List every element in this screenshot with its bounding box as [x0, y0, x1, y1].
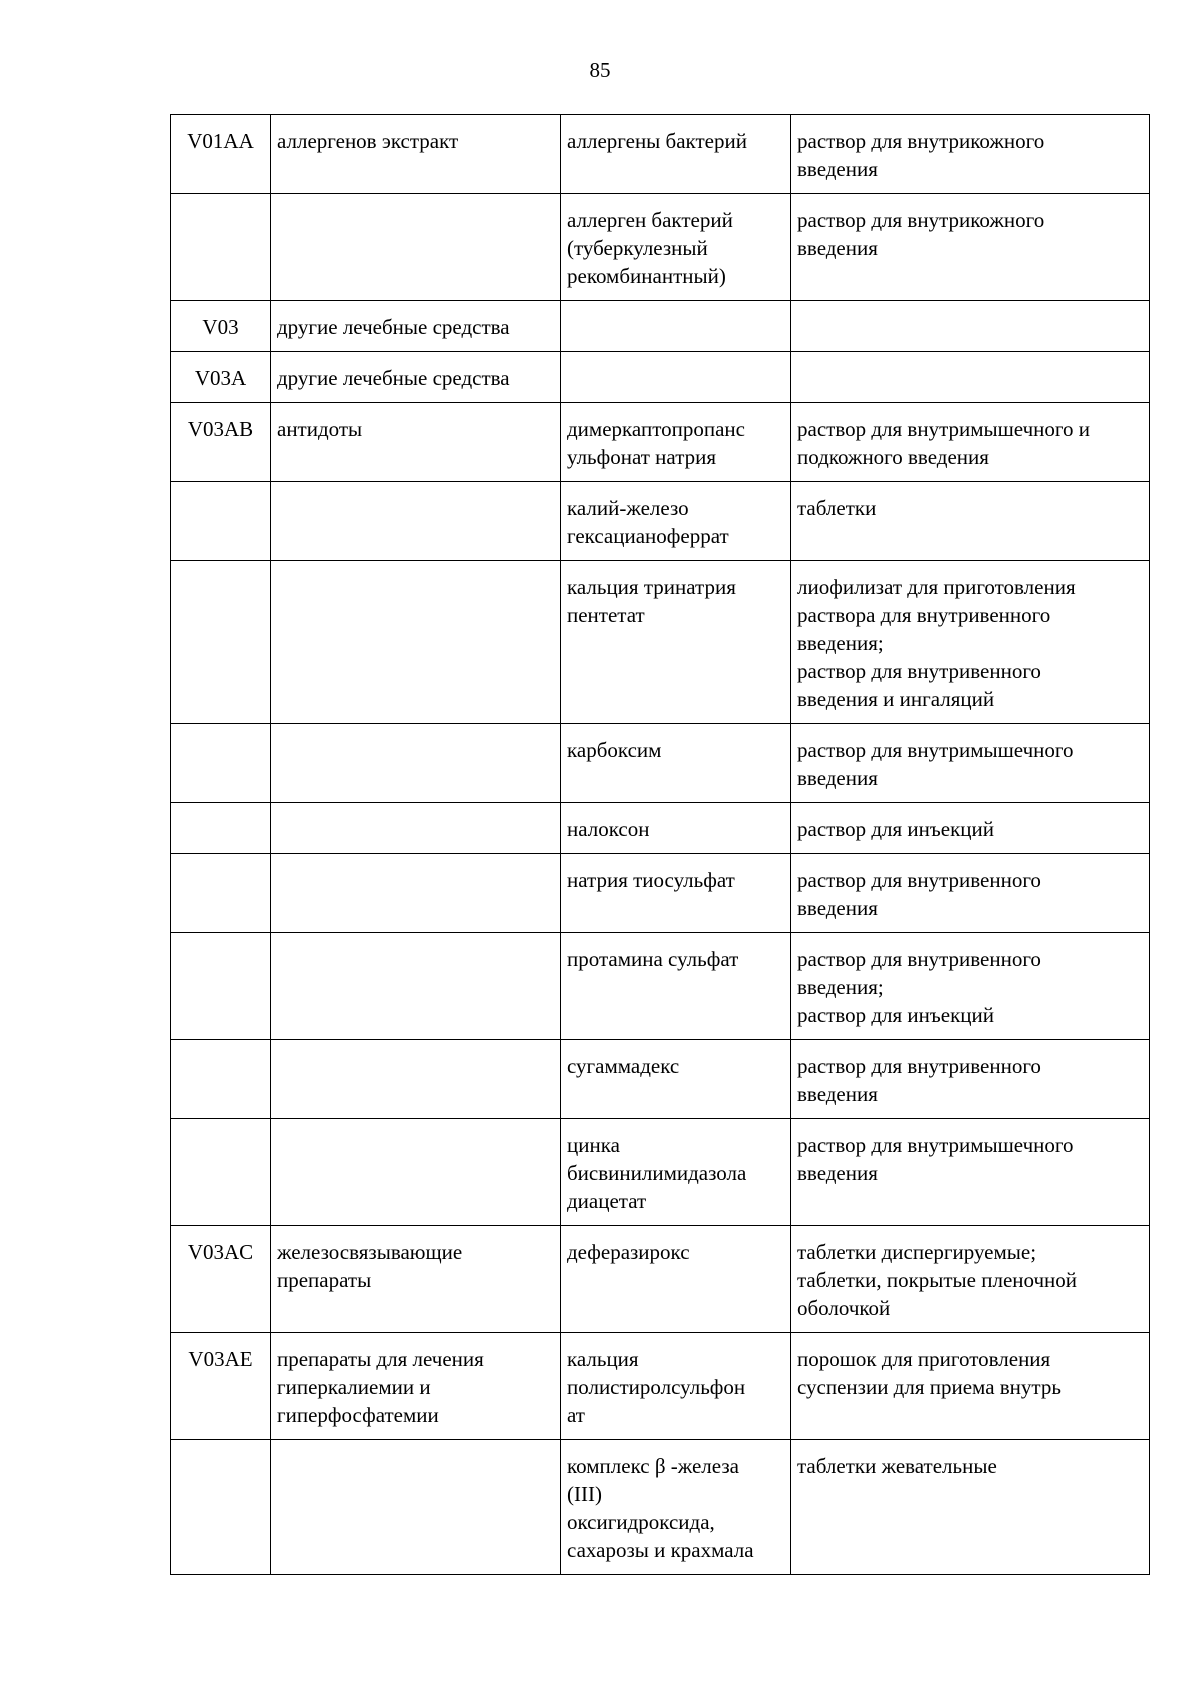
table-row	[171, 1333, 1150, 1440]
dosage-form-cell: раствор для внутривенного введения; раствор для инъекций	[791, 933, 1150, 1040]
drug-name-cell	[561, 301, 791, 352]
drug-name-cell: аллергены бактерий	[561, 115, 791, 194]
group-cell	[271, 561, 561, 724]
table-row	[171, 1226, 1150, 1333]
atc-code-cell: V03	[171, 301, 271, 352]
group-cell	[271, 854, 561, 933]
atc-code-cell	[171, 803, 271, 854]
dosage-form-cell: порошок для приготовления суспензии для приема внутрь	[791, 1333, 1150, 1440]
drug-name-cell: налоксон	[561, 803, 791, 854]
group-cell	[271, 1440, 561, 1575]
table-row	[171, 194, 1150, 301]
drug-name-cell	[561, 352, 791, 403]
dosage-form-cell: раствор для внутримышечного и подкожного введения	[791, 403, 1150, 482]
atc-code-cell	[171, 194, 271, 301]
dosage-form-cell: раствор для внутримышечного введения	[791, 1119, 1150, 1226]
atc-code-cell: V03A	[171, 352, 271, 403]
group-cell	[271, 933, 561, 1040]
drug-name-cell: деферазирокс	[561, 1226, 791, 1333]
group-cell: препараты для лечения гиперкалиемии и гиперфосфатемии	[271, 1333, 561, 1440]
drug-table	[170, 114, 1150, 1575]
atc-code-cell	[171, 1040, 271, 1119]
drug-name-cell: аллерген бактерий (туберкулезный рекомбинантный)	[561, 194, 791, 301]
drug-name-cell: комплекс β -железа (III) оксигидроксида, сахарозы и крахмала	[561, 1440, 791, 1575]
table-row	[171, 1040, 1150, 1119]
dosage-form-cell	[791, 301, 1150, 352]
group-cell: аллергенов экстракт	[271, 115, 561, 194]
dosage-form-cell: раствор для внутривенного введения	[791, 1040, 1150, 1119]
table-row	[171, 854, 1150, 933]
drug-name-cell: натрия тиосульфат	[561, 854, 791, 933]
atc-code-cell	[171, 933, 271, 1040]
atc-code-cell	[171, 482, 271, 561]
table-row	[171, 561, 1150, 724]
dosage-form-cell	[791, 352, 1150, 403]
group-cell	[271, 194, 561, 301]
dosage-form-cell: лиофилизат для приготовления раствора для внутривенного введения; раствор для внутривенного введения и ингаляций	[791, 561, 1150, 724]
table-row	[171, 301, 1150, 352]
group-cell: антидоты	[271, 403, 561, 482]
dosage-form-cell: раствор для инъекций	[791, 803, 1150, 854]
atc-code-cell: V03AE	[171, 1333, 271, 1440]
drug-name-cell: протамина сульфат	[561, 933, 791, 1040]
atc-code-cell	[171, 854, 271, 933]
atc-code-cell	[171, 561, 271, 724]
table-row	[171, 403, 1150, 482]
table-row	[171, 933, 1150, 1040]
page-number: 85	[589, 58, 611, 82]
atc-code-cell: V03AB	[171, 403, 271, 482]
dosage-form-cell: раствор для внутрикожного введения	[791, 194, 1150, 301]
group-cell	[271, 482, 561, 561]
table-row	[171, 803, 1150, 854]
drug-table-body	[171, 115, 1150, 1575]
atc-code-cell	[171, 724, 271, 803]
atc-code-cell: V03AC	[171, 1226, 271, 1333]
group-cell	[271, 724, 561, 803]
group-cell: другие лечебные средства	[271, 352, 561, 403]
drug-name-cell: кальция полистиролсульфон ат	[561, 1333, 791, 1440]
table-row	[171, 352, 1150, 403]
table-row	[171, 482, 1150, 561]
group-cell	[271, 1040, 561, 1119]
drug-name-cell: цинка бисвинилимидазола диацетат	[561, 1119, 791, 1226]
group-cell: железосвязывающие препараты	[271, 1226, 561, 1333]
drug-name-cell: сугаммадекс	[561, 1040, 791, 1119]
atc-code-cell	[171, 1440, 271, 1575]
table-row	[171, 1440, 1150, 1575]
table-row	[171, 724, 1150, 803]
group-cell	[271, 1119, 561, 1226]
table-row	[171, 115, 1150, 194]
dosage-form-cell: таблетки жевательные	[791, 1440, 1150, 1575]
atc-code-cell: V01AA	[171, 115, 271, 194]
dosage-form-cell: таблетки	[791, 482, 1150, 561]
table-row	[171, 1119, 1150, 1226]
dosage-form-cell: таблетки диспергируемые; таблетки, покрытые пленочной оболочкой	[791, 1226, 1150, 1333]
group-cell: другие лечебные средства	[271, 301, 561, 352]
group-cell	[271, 803, 561, 854]
atc-code-cell	[171, 1119, 271, 1226]
dosage-form-cell: раствор для внутрикожного введения	[791, 115, 1150, 194]
dosage-form-cell: раствор для внутримышечного введения	[791, 724, 1150, 803]
drug-name-cell: карбоксим	[561, 724, 791, 803]
drug-name-cell: кальция тринатрия пентетат	[561, 561, 791, 724]
drug-name-cell: димеркаптопропанс ульфонат натрия	[561, 403, 791, 482]
drug-name-cell: калий-железо гексацианоферрат	[561, 482, 791, 561]
dosage-form-cell: раствор для внутривенного введения	[791, 854, 1150, 933]
